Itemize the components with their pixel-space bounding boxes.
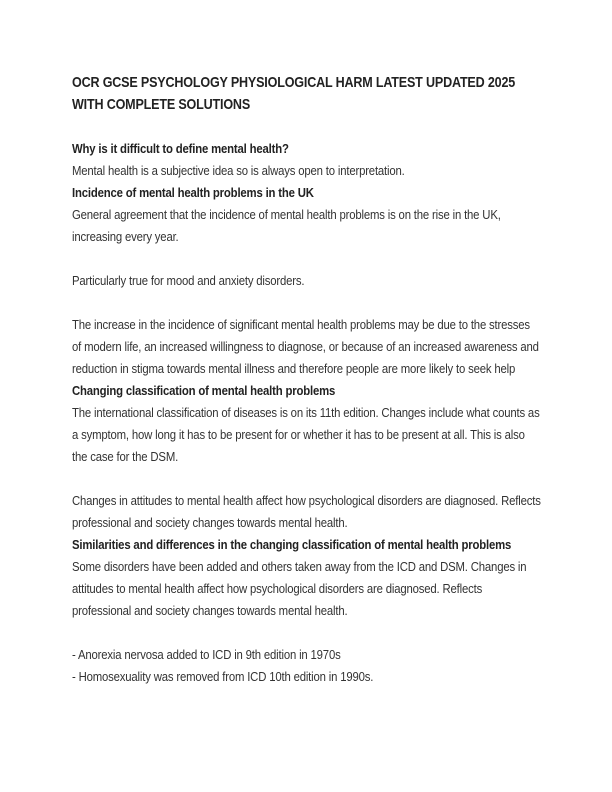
section-paragraph: Mental health is a subjective idea so is always open to interpretation. bbox=[72, 163, 405, 178]
document-page bbox=[72, 72, 542, 688]
section-paragraph: Particularly true for mood and anxiety disorders. bbox=[72, 273, 305, 288]
section-paragraph: Changes in attitudes to mental health affect how psychological disorders are diagnosed. Reflects professional and society changes towards mental health. bbox=[72, 493, 541, 530]
paragraph-gap bbox=[72, 468, 542, 490]
paragraph-gap bbox=[72, 622, 542, 644]
paragraph-gap bbox=[72, 292, 542, 314]
list-item: - Homosexuality was removed from ICD 10th edition in 1990s. bbox=[72, 669, 374, 684]
section-heading: Why is it difficult to define mental health? bbox=[72, 141, 289, 156]
list-item: - Anorexia nervosa added to ICD in 9th edition in 1970s bbox=[72, 647, 341, 662]
section-heading: Changing classification of mental health problems bbox=[72, 383, 336, 398]
document-title: OCR GCSE PSYCHOLOGY PHYSIOLOGICAL HARM LATEST UPDATED 2025 WITH COMPLETE SOLUTIONS bbox=[72, 75, 516, 113]
section-paragraph: The international classification of diseases is on its 11th edition. Changes include what counts as a symptom, how long it has to be present for or whether it has to be present at all. This is also the case for the DSM. bbox=[72, 405, 540, 464]
section-paragraph: Some disorders have been added and others taken away from the ICD and DSM. Changes in attitudes to mental health affect how psychological disorders are diagnosed. Reflects professional and society changes towards mental health. bbox=[72, 559, 527, 618]
section-heading: Incidence of mental health problems in the UK bbox=[72, 185, 314, 200]
paragraph-gap bbox=[72, 248, 542, 270]
document-body bbox=[72, 138, 542, 688]
section-heading: Similarities and differences in the changing classification of mental health problems bbox=[72, 537, 512, 552]
section-paragraph: The increase in the incidence of significant mental health problems may be due to the stresses of modern life, an increased willingness to diagnose, or because of an increased awareness and reduction in stigma towards mental illness and therefore people are more likely to seek help bbox=[72, 317, 539, 376]
section-paragraph: General agreement that the incidence of mental health problems is on the rise in the UK, increasing every year. bbox=[72, 207, 501, 244]
